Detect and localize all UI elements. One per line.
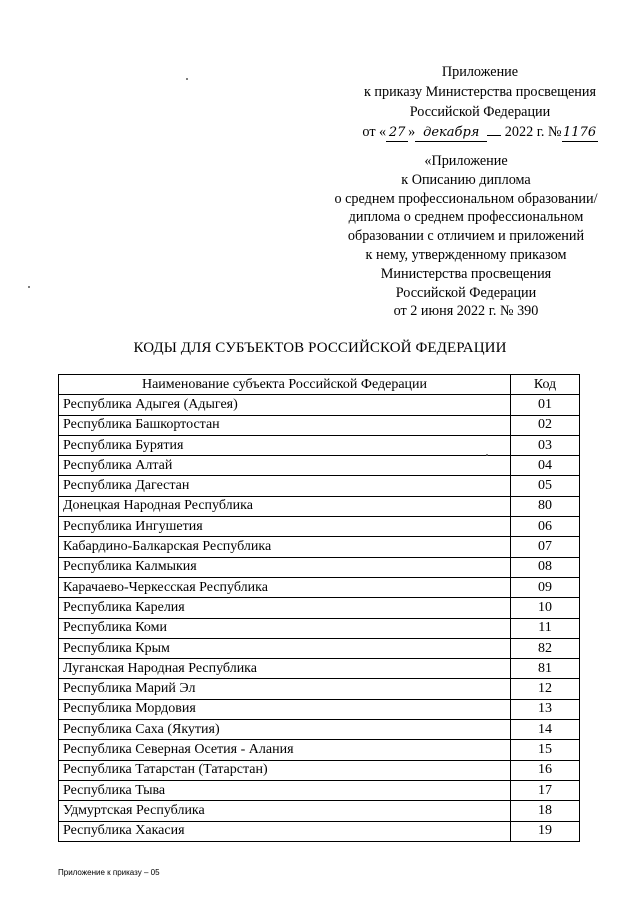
region-code-cell: 01 [511, 395, 580, 415]
region-codes-table [58, 374, 580, 842]
region-name-cell: Республика Татарстан (Татарстан) [59, 760, 511, 780]
table-row [59, 720, 580, 740]
region-code-cell: 02 [511, 415, 580, 435]
region-name-cell: Республика Алтай [59, 456, 511, 476]
scan-speck [486, 454, 488, 456]
table-row [59, 577, 580, 597]
region-name-cell: Республика Коми [59, 618, 511, 638]
table-row [59, 659, 580, 679]
appendix-line: образовании с отличием и приложений [347, 228, 585, 245]
region-name-cell: Республика Тыва [59, 780, 511, 800]
region-code-cell: 13 [511, 699, 580, 719]
region-code-cell: 03 [511, 435, 580, 455]
region-code-cell: 18 [511, 801, 580, 821]
table-row [59, 618, 580, 638]
region-code-cell: 09 [511, 577, 580, 597]
table-row [59, 679, 580, 699]
appendix-line: «Приложение [424, 153, 508, 169]
order-date-line [330, 122, 630, 142]
table-row [59, 476, 580, 496]
region-name-cell: Республика Марий Эл [59, 679, 511, 699]
footer-note: Приложение к приказу – 05 [58, 868, 160, 877]
region-code-cell: 10 [511, 598, 580, 618]
table-row [59, 456, 580, 476]
region-name-cell: Республика Башкортостан [59, 415, 511, 435]
order-header [330, 62, 630, 142]
table-row [59, 537, 580, 557]
table-row [59, 821, 580, 841]
region-name-cell: Удмуртская Республика [59, 801, 511, 821]
underline-gap [487, 135, 501, 136]
region-name-cell: Республика Дагестан [59, 476, 511, 496]
header-line: Российской Федерации [409, 104, 551, 120]
appendix-line: о среднем профессиональном образовании/ [334, 190, 598, 207]
region-code-cell: 07 [511, 537, 580, 557]
region-code-cell: 14 [511, 720, 580, 740]
column-header-code: Код [511, 375, 580, 395]
region-code-cell: 15 [511, 740, 580, 760]
appendix-reference [318, 152, 614, 321]
region-code-cell: 04 [511, 456, 580, 476]
table-row [59, 395, 580, 415]
table-body [59, 395, 580, 842]
region-code-cell: 80 [511, 496, 580, 516]
region-code-cell: 08 [511, 557, 580, 577]
region-name-cell: Республика Бурятия [59, 435, 511, 455]
region-name-cell: Луганская Народная Республика [59, 659, 511, 679]
region-name-cell: Донецкая Народная Республика [59, 496, 511, 516]
handwritten-day: 27 [386, 125, 408, 142]
header-line: к приказу Министерства просвещения [363, 84, 597, 100]
appendix-line: диплома о среднем профессиональном [348, 209, 584, 226]
region-name-cell: Республика Саха (Якутия) [59, 720, 511, 740]
region-name-cell: Республика Адыгея (Адыгея) [59, 395, 511, 415]
region-name-cell: Республика Крым [59, 638, 511, 658]
region-code-cell: 81 [511, 659, 580, 679]
region-name-cell: Республика Ингушетия [59, 517, 511, 537]
region-code-cell: 12 [511, 679, 580, 699]
scan-speck [186, 78, 188, 80]
date-prefix: от « [362, 124, 387, 140]
region-name-cell: Республика Северная Осетия - Алания [59, 740, 511, 760]
table-row [59, 496, 580, 516]
region-name-cell: Карачаево-Черкесская Республика [59, 577, 511, 597]
table-row [59, 638, 580, 658]
table-header-row [59, 375, 580, 395]
table-row [59, 801, 580, 821]
table-row [59, 598, 580, 618]
table-row [59, 435, 580, 455]
appendix-line: Министерства просвещения [380, 265, 552, 282]
region-name-cell: Республика Хакасия [59, 821, 511, 841]
handwritten-month: декабря [415, 125, 487, 142]
region-name-cell: Кабардино-Балкарская Республика [59, 537, 511, 557]
handwritten-order-number: 1176 [563, 125, 597, 140]
appendix-line: Российской Федерации [395, 284, 537, 301]
table-row [59, 557, 580, 577]
table-row [59, 740, 580, 760]
region-code-cell: 19 [511, 821, 580, 841]
date-suffix: 2022 г. № [504, 124, 562, 140]
region-code-cell: 05 [511, 476, 580, 496]
appendix-line: от 2 июня 2022 г. № 390 [393, 303, 539, 320]
region-name-cell: Республика Мордовия [59, 699, 511, 719]
appendix-line: к Описанию диплома [401, 171, 531, 188]
appendix-line: к нему, утвержденному приказом [365, 246, 567, 263]
region-code-cell: 16 [511, 760, 580, 780]
header-line: Приложение [441, 64, 519, 80]
table-row [59, 699, 580, 719]
table-row [59, 415, 580, 435]
table-row [59, 780, 580, 800]
region-code-cell: 11 [511, 618, 580, 638]
scan-speck [28, 286, 30, 288]
table-row [59, 517, 580, 537]
region-code-cell: 82 [511, 638, 580, 658]
region-code-cell: 06 [511, 517, 580, 537]
region-name-cell: Республика Калмыкия [59, 557, 511, 577]
date-mid: » [408, 124, 416, 140]
region-name-cell: Республика Карелия [59, 598, 511, 618]
table-row [59, 760, 580, 780]
column-header-name: Наименование субъекта Российской Федерации [59, 375, 511, 395]
document-title: КОДЫ ДЛЯ СУБЪЕКТОВ РОССИЙСКОЙ ФЕДЕРАЦИИ [133, 340, 507, 356]
region-code-cell: 17 [511, 780, 580, 800]
